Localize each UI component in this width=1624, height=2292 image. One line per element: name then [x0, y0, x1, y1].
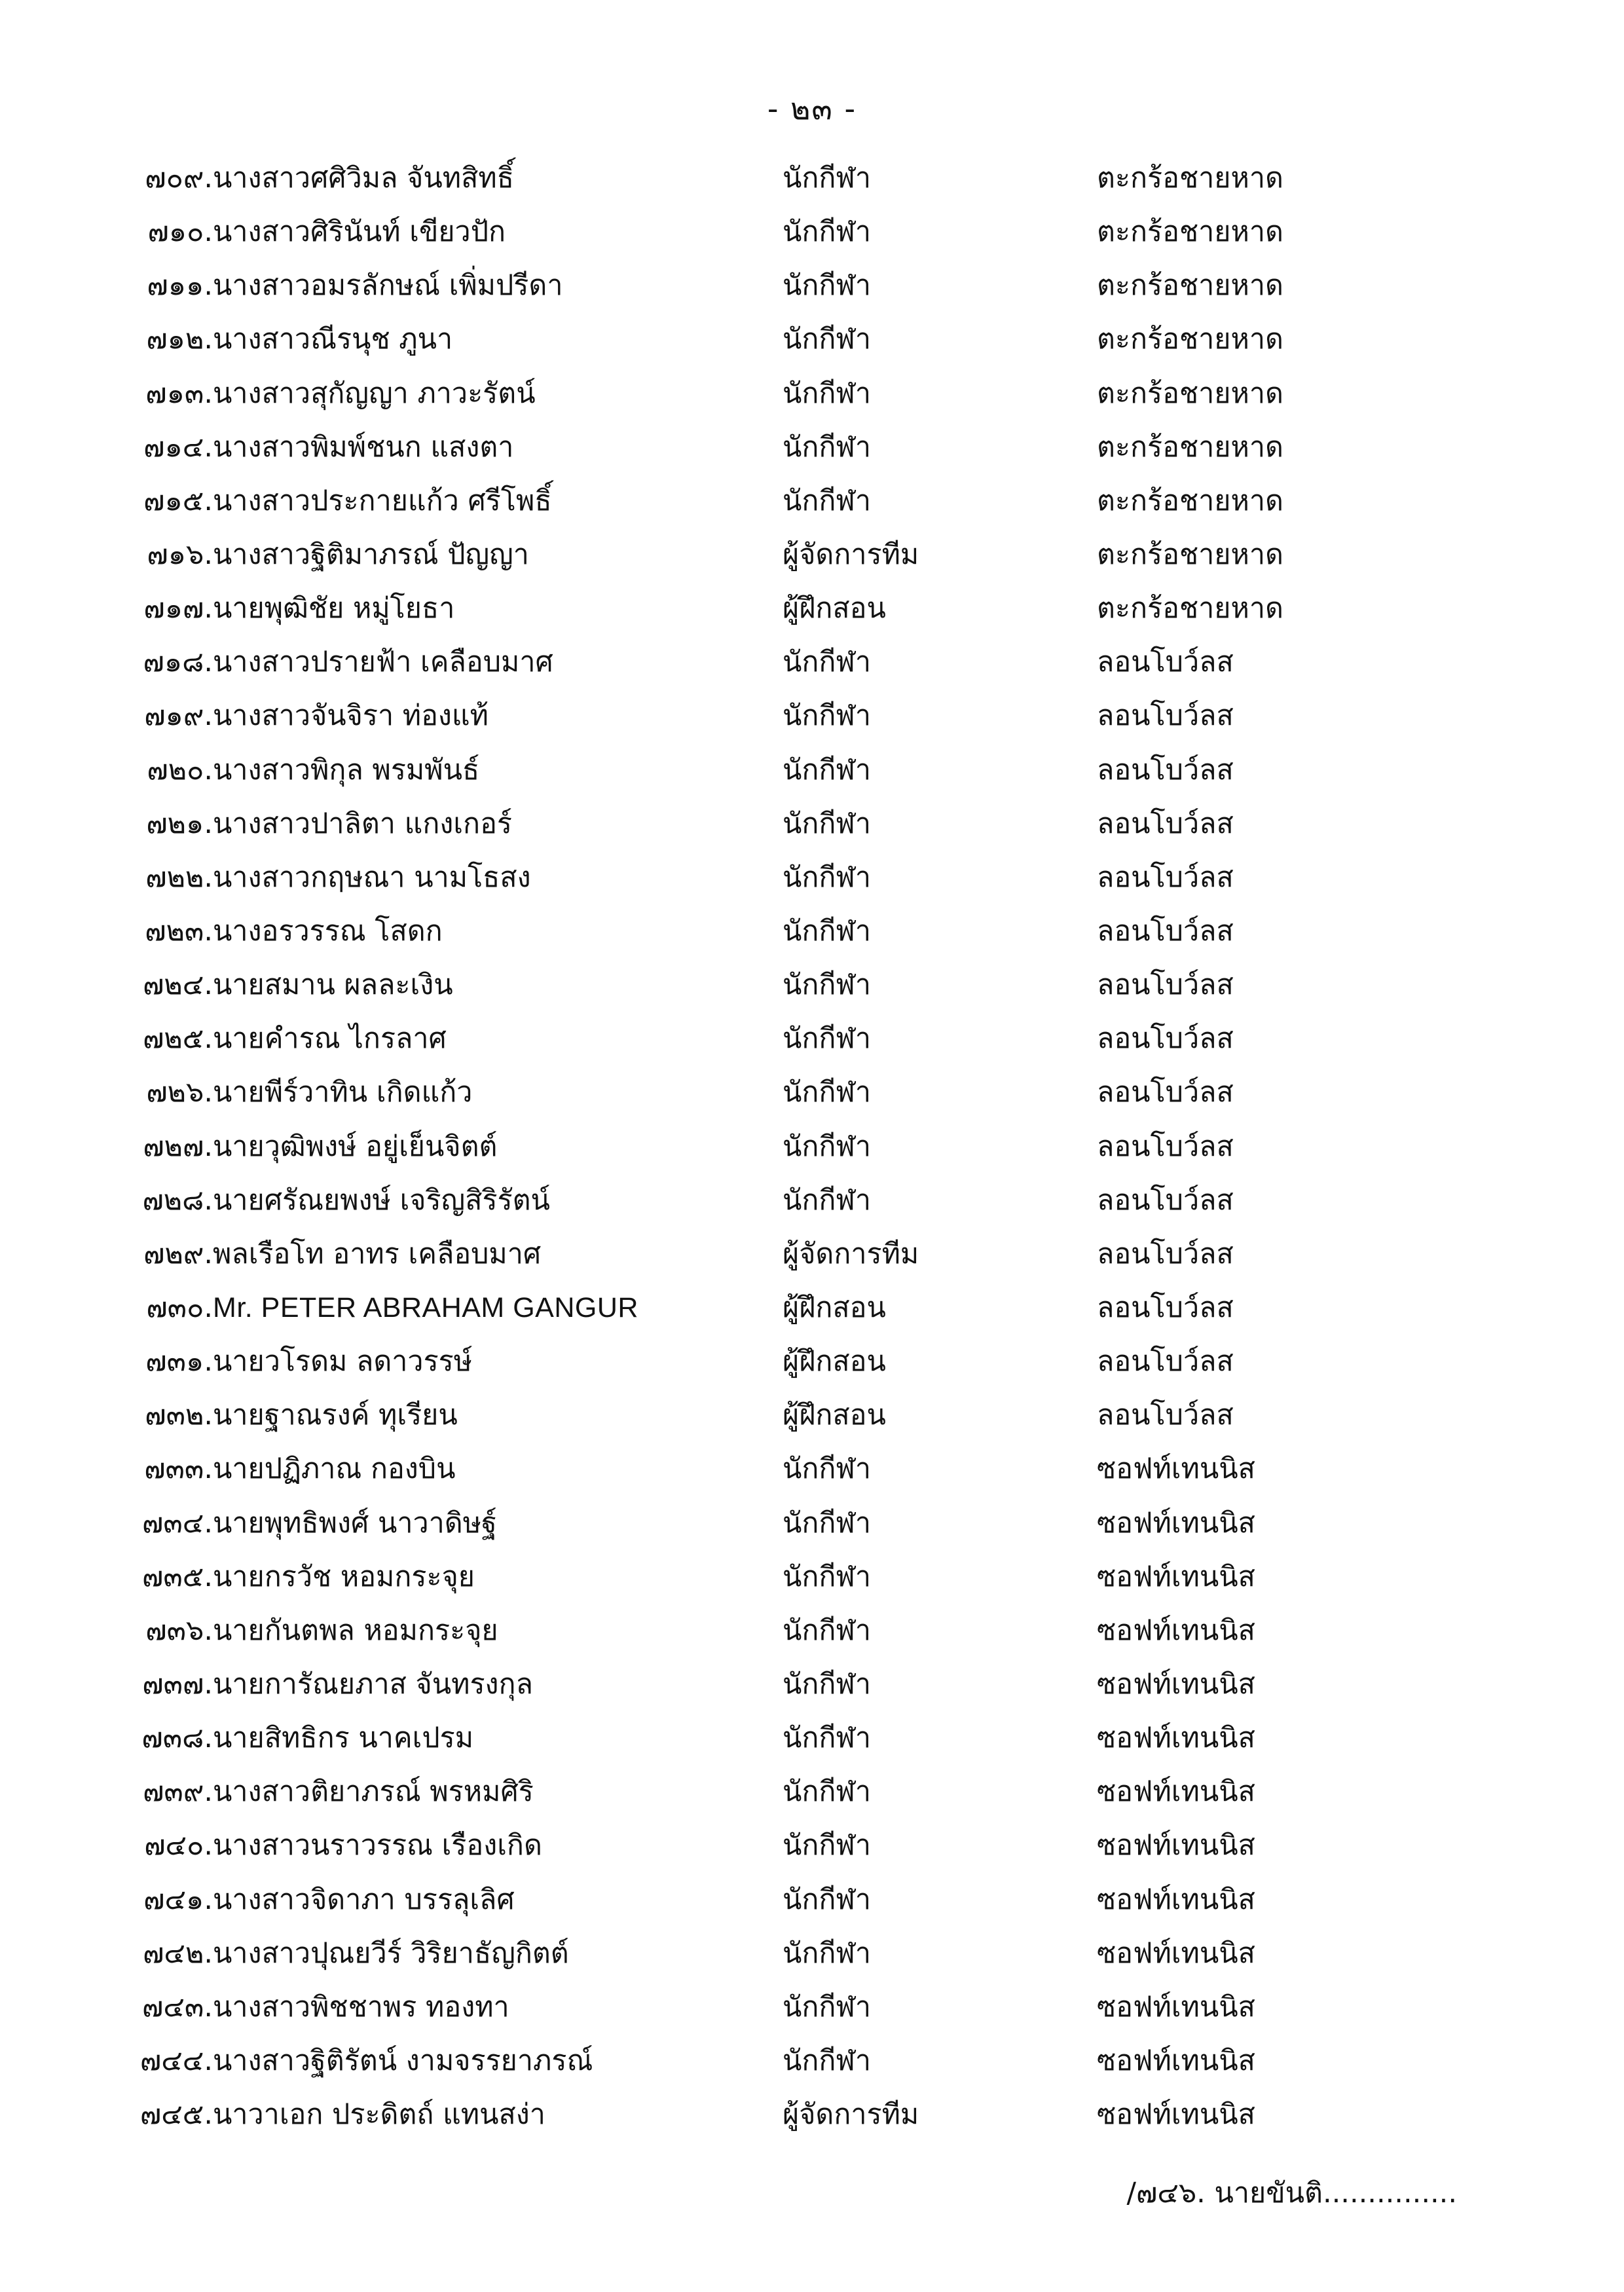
- table-row: [115, 1873, 1431, 1927]
- row-number: ๗๐๙.: [145, 162, 213, 194]
- row-role: นักกีฬา: [783, 323, 872, 356]
- row-sport: ลอนโบว์ลส: [1097, 699, 1234, 733]
- row-sport: ซอฟท์เทนนิส: [1097, 1560, 1255, 1593]
- row-person-name: นายพุทธิพงศ์ นาวาดิษฐ์: [213, 1506, 497, 1540]
- row-role: นักกีฬา: [783, 1936, 872, 1970]
- row-person-name: นางสาวศศิวิมล จันทสิทธิ์: [213, 162, 514, 194]
- table-row: [115, 582, 1431, 635]
- row-sport: ลอนโบว์ลส: [1097, 1237, 1234, 1270]
- row-sport: ลอนโบว์ลส: [1097, 1399, 1234, 1432]
- table-row: [115, 1765, 1431, 1819]
- row-role: ผู้ฝึกสอน: [783, 1345, 886, 1378]
- table-row: [115, 205, 1431, 259]
- row-sport: ตะกร้อชายหาด: [1097, 377, 1283, 410]
- row-role: ผู้ฝึกสอน: [783, 592, 886, 625]
- table-row: [115, 743, 1431, 797]
- row-person-name: นางสาวจิดาภา บรรลุเลิศ: [213, 1883, 515, 1916]
- row-person-name: นายฐาณรงค์ ทุเรียน: [213, 1399, 458, 1432]
- row-person-name: นางสาวปรายฟ้า เคลือบมาศ: [213, 646, 553, 679]
- row-sport: ตะกร้อชายหาด: [1097, 484, 1283, 517]
- row-person-name: นางสาวพิชชาพร ทองทา: [213, 1990, 509, 2024]
- row-number: ๗๓๖.: [145, 1614, 213, 1647]
- row-role: ผู้ฝึกสอน: [783, 1291, 886, 1324]
- row-number: ๗๒๑.: [146, 807, 213, 840]
- row-role: นักกีฬา: [783, 1775, 872, 1809]
- row-role: นักกีฬา: [783, 1506, 872, 1540]
- table-row: [115, 1496, 1431, 1550]
- row-person-name: นายวโรดม ลดาวรรษ์: [213, 1345, 473, 1378]
- row-person-name: นางสาวฐิติรัตน์ งามจรรยาภรณ์: [213, 2044, 593, 2077]
- row-person-name: นางสาวปาลิตา แกงเกอร์: [213, 807, 513, 840]
- row-role: ผู้จัดการทีม: [783, 538, 919, 571]
- row-person-name: นายพุฒิชัย หมู่โยธา: [213, 592, 455, 625]
- row-role: นักกีฬา: [783, 1829, 872, 1862]
- row-person-name: นางสาวพิกุล พรมพันธ์: [213, 753, 480, 786]
- row-person-name: นางสาวประกายแก้ว ศรีโพธิ์: [213, 484, 552, 517]
- row-number: ๗๑๘.: [143, 646, 213, 679]
- row-sport: ซอฟท์เทนนิส: [1097, 1829, 1255, 1862]
- row-person-name: นายสิทธิกร นาคเปรม: [213, 1722, 474, 1755]
- row-role: นักกีฬา: [783, 1130, 872, 1163]
- row-role: นักกีฬา: [783, 215, 872, 249]
- row-role: นักกีฬา: [783, 1022, 872, 1056]
- row-sport: ลอนโบว์ลส: [1097, 914, 1234, 948]
- table-row: [115, 797, 1431, 851]
- row-role: นักกีฬา: [783, 1722, 872, 1755]
- table-row: [115, 1065, 1431, 1119]
- row-sport: ซอฟท์เทนนิส: [1097, 1614, 1255, 1647]
- row-person-name: นายสมาน ผลละเงิน: [213, 969, 453, 1002]
- row-role: ผู้ฝึกสอน: [783, 1399, 886, 1432]
- row-number: ๗๒๘.: [142, 1183, 213, 1217]
- row-role: นักกีฬา: [783, 753, 872, 786]
- row-role: นักกีฬา: [783, 1990, 872, 2024]
- row-person-name: พลเรือโท อาทร เคลือบมาศ: [213, 1237, 542, 1270]
- row-person-name: นางสาวพิมพ์ชนก แสงตา: [213, 430, 514, 464]
- row-person-name: นายวุฒิพงษ์ อยู่เย็นจิตต์: [213, 1130, 498, 1163]
- row-person-name: นายพีร์วาทิน เกิดแก้ว: [213, 1076, 473, 1109]
- table-row: [115, 1927, 1431, 1980]
- row-person-name: นางสาวนราวรรณ เรืองเกิด: [213, 1829, 542, 1862]
- row-sport: ซอฟท์เทนนิส: [1097, 1506, 1255, 1540]
- row-number: ๗๑๐.: [147, 215, 213, 249]
- row-number: ๗๒๕.: [143, 1022, 213, 1056]
- table-row: [115, 2034, 1431, 2088]
- row-person-name: นายกันตพล หอมกระจุย: [213, 1614, 498, 1647]
- row-number: ๗๓๑.: [145, 1345, 213, 1378]
- row-sport: ลอนโบว์ลส: [1097, 1130, 1234, 1163]
- footer-continuation-note: /๗๔๖. นายขันติ...............: [1126, 2177, 1457, 2209]
- row-role: นักกีฬา: [783, 699, 872, 733]
- row-sport: ซอฟท์เทนนิส: [1097, 1775, 1255, 1809]
- row-number: ๗๒๔.: [143, 969, 213, 1002]
- row-person-name: นางสาวณีรนุช ภูนา: [213, 323, 453, 356]
- row-role: นักกีฬา: [783, 2044, 872, 2077]
- table-row: [115, 1120, 1431, 1174]
- table-row: [115, 312, 1431, 366]
- row-sport: ตะกร้อชายหาด: [1097, 162, 1283, 194]
- row-number: ๗๑๗.: [143, 592, 213, 625]
- row-number: ๗๓๔.: [142, 1506, 213, 1540]
- table-row: [115, 1388, 1431, 1442]
- table-row: [115, 689, 1431, 743]
- table-row: [115, 635, 1431, 689]
- table-row: [115, 1657, 1431, 1711]
- row-sport: ซอฟท์เทนนิส: [1097, 2098, 1255, 2132]
- row-sport: ลอนโบว์ลส: [1097, 1076, 1234, 1109]
- row-number: ๗๓๒.: [145, 1399, 213, 1432]
- table-row: [115, 1335, 1431, 1388]
- row-person-name: นาวาเอก ประดิตถ์ แทนสง่า: [213, 2098, 545, 2132]
- row-person-name: นางสาวติยาภรณ์ พรหมศิริ: [213, 1775, 534, 1809]
- row-role: นักกีฬา: [783, 914, 872, 948]
- row-person-name: นางสาวปุณยวีร์ วิริยาธัญกิตต์: [213, 1936, 569, 1970]
- table-row: [115, 528, 1431, 582]
- row-person-name: นางอรวรรณ โสดก: [213, 914, 443, 948]
- row-sport: ซอฟท์เทนนิส: [1097, 1722, 1255, 1755]
- row-sport: ลอนโบว์ลส: [1097, 1345, 1234, 1378]
- row-sport: ลอนโบว์ลส: [1097, 1291, 1234, 1324]
- row-role: นักกีฬา: [783, 377, 872, 410]
- row-number: ๗๓๙.: [143, 1775, 213, 1809]
- row-role: นักกีฬา: [783, 484, 872, 517]
- row-number: ๗๒๙.: [143, 1237, 213, 1270]
- row-person-name: นายปฏิภาณ กองบิน: [213, 1452, 456, 1486]
- table-row: [115, 474, 1431, 528]
- row-sport: ตะกร้อชายหาด: [1097, 430, 1283, 464]
- table-row: [115, 151, 1431, 205]
- row-role: นักกีฬา: [783, 1667, 872, 1701]
- table-row: [115, 1819, 1431, 1872]
- row-sport: ซอฟท์เทนนิส: [1097, 1883, 1255, 1916]
- row-role: นักกีฬา: [783, 646, 872, 679]
- row-person-name: นางสาวฐิติมาภรณ์ ปัญญา: [213, 538, 529, 571]
- row-sport: ลอนโบว์ลส: [1097, 860, 1234, 894]
- participant-table: [115, 151, 1431, 2141]
- row-role: ผู้จัดการทีม: [783, 2098, 919, 2132]
- row-person-name: นายกรวัช หอมกระจุย: [213, 1560, 475, 1593]
- table-row: [115, 958, 1431, 1012]
- row-role: นักกีฬา: [783, 1560, 872, 1593]
- row-sport: ตะกร้อชายหาด: [1097, 323, 1283, 356]
- row-role: นักกีฬา: [783, 430, 872, 464]
- row-sport: ซอฟท์เทนนิส: [1097, 1936, 1255, 1970]
- row-number: ๗๔๕.: [139, 2098, 213, 2132]
- row-person-name: นายคำรณ ไกรลาศ: [213, 1022, 447, 1056]
- row-number: ๗๔๒.: [143, 1936, 213, 1970]
- table-row: [115, 259, 1431, 312]
- table-row: [115, 1442, 1431, 1496]
- row-sport: ซอฟท์เทนนิส: [1097, 1990, 1255, 2024]
- row-sport: ตะกร้อชายหาด: [1097, 269, 1283, 303]
- row-number: ๗๓๓.: [144, 1452, 213, 1486]
- row-role: นักกีฬา: [783, 162, 872, 194]
- row-number: ๗๒๓.: [145, 914, 213, 948]
- row-number: ๗๓๕.: [142, 1560, 213, 1593]
- row-role: นักกีฬา: [783, 969, 872, 1002]
- table-row: [115, 2088, 1431, 2141]
- table-row: [115, 1227, 1431, 1281]
- row-sport: ซอฟท์เทนนิส: [1097, 1667, 1255, 1701]
- row-person-name: นางสาวสุกัญญา ภาวะรัตน์: [213, 377, 536, 410]
- row-sport: ลอนโบว์ลส: [1097, 1183, 1234, 1217]
- table-row: [115, 1281, 1431, 1335]
- table-row: [115, 1012, 1431, 1065]
- table-row: [115, 420, 1431, 474]
- row-sport: ลอนโบว์ลส: [1097, 646, 1234, 679]
- table-row: [115, 367, 1431, 420]
- table-row: [115, 1980, 1431, 2034]
- row-person-name: นางสาวศิรินันท์ เขียวปัก: [213, 215, 506, 249]
- row-number: ๗๔๓.: [142, 1990, 213, 2024]
- row-role: ผู้จัดการทีม: [783, 1237, 919, 1270]
- row-number: ๗๓๗.: [142, 1667, 213, 1701]
- row-role: นักกีฬา: [783, 860, 872, 894]
- row-role: นักกีฬา: [783, 807, 872, 840]
- row-number: ๗๑๔.: [143, 430, 213, 464]
- row-sport: ซอฟท์เทนนิส: [1097, 2044, 1255, 2077]
- row-number: ๗๒๗.: [143, 1130, 213, 1163]
- row-sport: ลอนโบว์ลส: [1097, 807, 1234, 840]
- row-person-name: นางสาวอมรลักษณ์ เพิ่มปรีดา: [213, 269, 563, 303]
- row-number: ๗๔๐.: [144, 1829, 213, 1862]
- row-sport: ลอนโบว์ลส: [1097, 753, 1234, 786]
- row-role: นักกีฬา: [783, 1076, 872, 1109]
- row-role: นักกีฬา: [783, 1452, 872, 1486]
- row-number: ๗๑๓.: [145, 377, 213, 410]
- row-person-name: Mr. PETER ABRAHAM GANGUR: [213, 1291, 638, 1323]
- table-row: [115, 851, 1431, 904]
- table-row: [115, 1174, 1431, 1227]
- page-number: - ๒๓ -: [767, 91, 857, 126]
- row-role: นักกีฬา: [783, 1883, 872, 1916]
- row-sport: ตะกร้อชายหาด: [1097, 538, 1283, 571]
- row-number: ๗๒๐.: [147, 753, 213, 786]
- row-number: ๗๔๑.: [143, 1883, 213, 1916]
- table-row: [115, 904, 1431, 958]
- row-number: ๗๔๔.: [139, 2044, 213, 2077]
- row-number: ๗๑๑.: [147, 269, 213, 303]
- row-sport: ลอนโบว์ลส: [1097, 969, 1234, 1002]
- table-row: [115, 1711, 1431, 1765]
- row-role: นักกีฬา: [783, 1614, 872, 1647]
- row-role: นักกีฬา: [783, 269, 872, 303]
- row-number: ๗๓๐.: [146, 1291, 213, 1324]
- row-sport: ลอนโบว์ลส: [1097, 1022, 1234, 1056]
- row-number: ๗๑๖.: [147, 538, 213, 571]
- row-number: ๗๑๒.: [146, 323, 213, 356]
- row-person-name: นางสาวจันจิรา ท่องแท้: [213, 699, 489, 733]
- row-number: ๗๒๒.: [145, 860, 213, 894]
- row-number: ๗๑๕.: [143, 484, 213, 517]
- row-role: นักกีฬา: [783, 1183, 872, 1217]
- row-sport: ตะกร้อชายหาด: [1097, 592, 1283, 625]
- row-sport: ตะกร้อชายหาด: [1097, 215, 1283, 249]
- row-person-name: นายการัณยภาส จันทรงกุล: [213, 1667, 533, 1701]
- row-person-name: นายศรัณยพงษ์ เจริญสิริรัตน์: [213, 1183, 550, 1217]
- row-person-name: นางสาวกฤษณา นามโธสง: [213, 860, 531, 894]
- table-body: [115, 151, 1431, 2141]
- row-sport: ซอฟท์เทนนิส: [1097, 1452, 1255, 1486]
- row-number: ๗๒๖.: [146, 1076, 213, 1109]
- table-row: [115, 1550, 1431, 1604]
- row-number: ๗๑๙.: [144, 699, 213, 733]
- row-number: ๗๓๘.: [141, 1722, 213, 1755]
- table-row: [115, 1604, 1431, 1657]
